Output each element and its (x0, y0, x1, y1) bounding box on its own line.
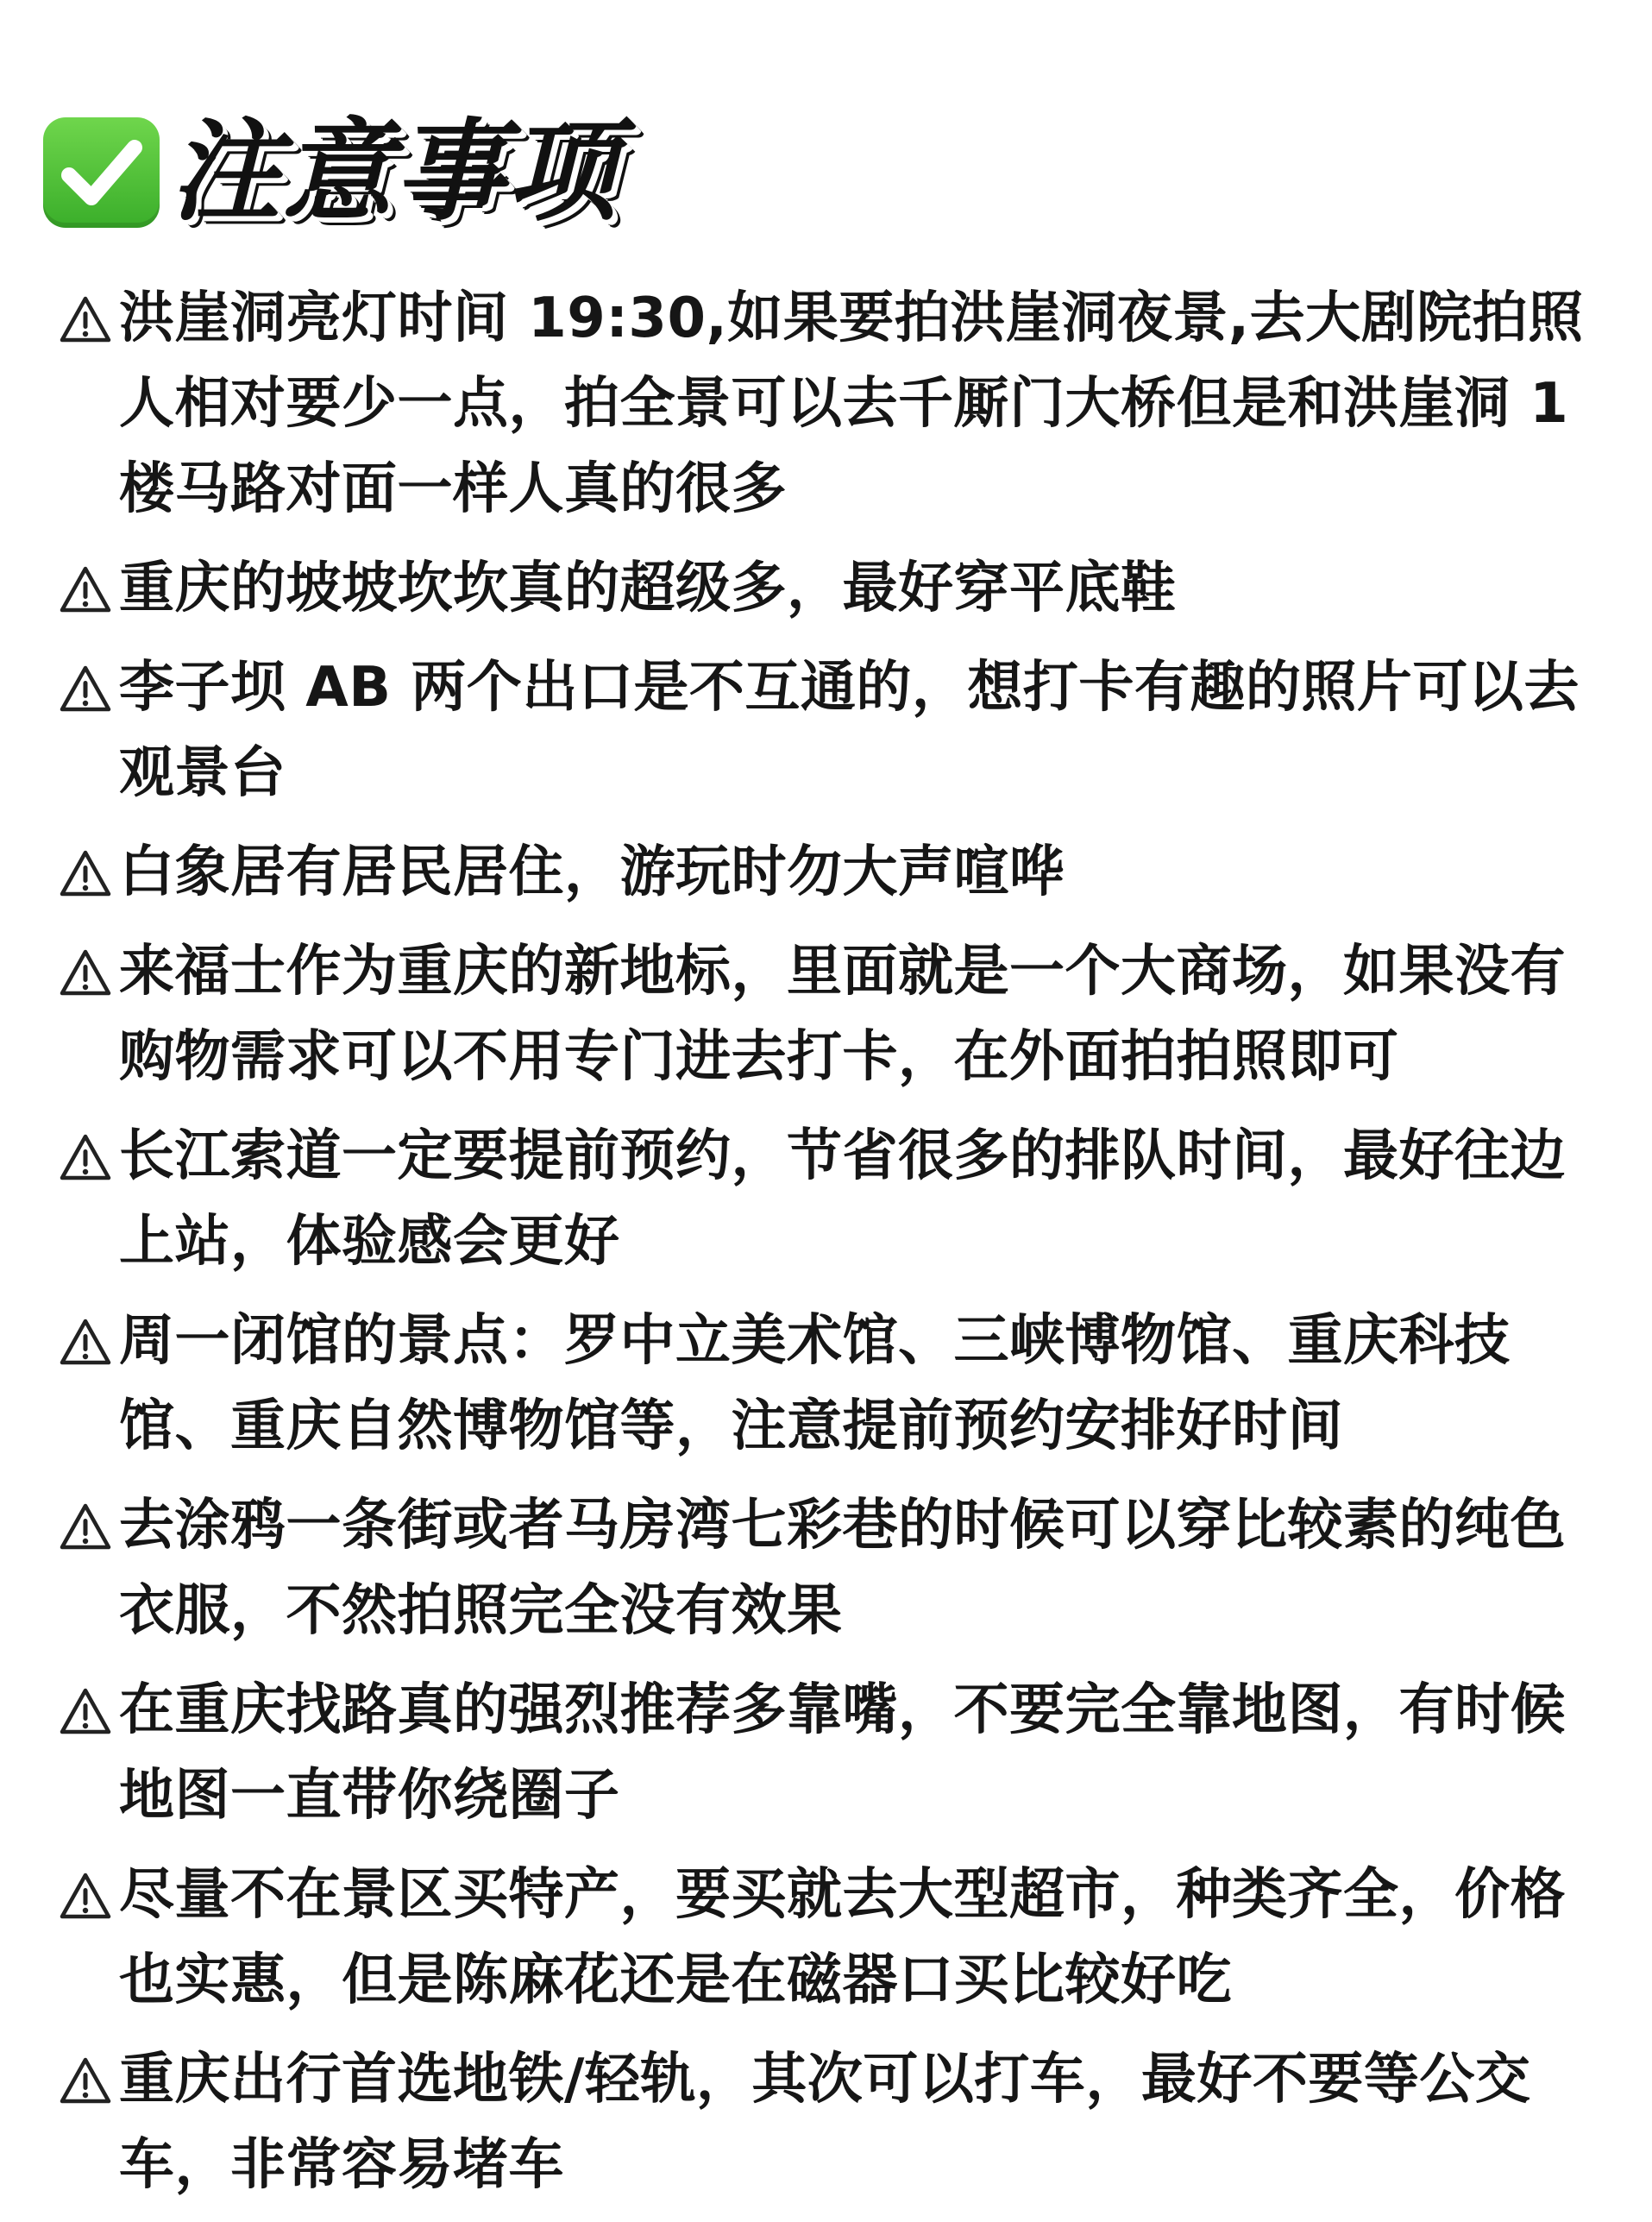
warning-triangle-icon (59, 830, 119, 916)
warning-triangle-icon (59, 1668, 119, 1753)
list-item (59, 1114, 1603, 1285)
list-item-text: 周一闭馆的景点：罗中立美术馆、三峡博物馆、重庆科技馆、重庆自然博物馆等，注意提前预约安排好时间 (119, 1309, 1511, 1458)
list-item-text: 在重庆找路真的强烈推荐多靠嘴，不要完全靠地图，有时候地图一直带你绕圈子 (119, 1678, 1566, 1828)
list-item-text: 长江索道一定要提前预约，节省很多的排队时间，最好往边上站，体验感会更好 (119, 1124, 1566, 1274)
list-item (59, 1299, 1603, 1470)
list-item (59, 276, 1603, 532)
list-item-text: 洪崖洞亮灯时间 19:30,如果要拍洪崖洞夜景,去大剧院拍照人相对要少一点，拍全景可以去千厮门大桥但是和洪崖洞 1楼马路对面一样人真的很多 (119, 286, 1584, 521)
warning-triangle-icon (59, 2037, 119, 2123)
warning-triangle-icon (59, 1853, 119, 1938)
list-item (59, 1853, 1603, 2024)
list-item (59, 830, 1603, 916)
page-title: 注意事项 (170, 108, 619, 236)
warning-triangle-icon (59, 1114, 119, 1199)
warning-triangle-icon (59, 645, 119, 731)
check-mark-button-icon (43, 117, 160, 228)
list-item-text: 来福士作为重庆的新地标，里面就是一个大商场，如果没有购物需求可以不用专门进去打卡，在外面拍拍照即可 (119, 940, 1566, 1089)
header (43, 108, 619, 237)
list-item-text: 去涂鸦一条街或者马房湾七彩巷的时候可以穿比较素的纯色衣服，不然拍照完全没有效果 (119, 1494, 1566, 1643)
list-item-text: 白象居有居民居住，游玩时勿大声喧哗 (119, 840, 1065, 904)
warning-triangle-icon (59, 1299, 119, 1384)
check-mark-glyph (60, 135, 143, 210)
list-item (59, 546, 1603, 632)
list-item (59, 2037, 1603, 2208)
list-item (59, 929, 1603, 1100)
warning-triangle-icon (59, 546, 119, 632)
list-item-text: 重庆出行首选地铁/轻轨，其次可以打车，最好不要等公交车，非常容易堵车 (119, 2048, 1531, 2197)
notice-list (59, 276, 1603, 2222)
list-item-text: 尽量不在景区买特产，要买就去大型超市，种类齐全，价格也实惠，但是陈麻花还是在磁器口买比较好吃 (119, 1863, 1566, 2012)
list-item-text: 李子坝 AB 两个出口是不互通的，想打卡有趣的照片可以去观景台 (119, 656, 1580, 805)
warning-triangle-icon (59, 276, 119, 362)
warning-triangle-icon (59, 1483, 119, 1569)
list-item-text: 重庆的坡坡坎坎真的超级多，最好穿平底鞋 (119, 557, 1177, 620)
list-item (59, 1483, 1603, 1654)
list-item (59, 645, 1603, 816)
warning-triangle-icon (59, 929, 119, 1015)
list-item (59, 1668, 1603, 1839)
